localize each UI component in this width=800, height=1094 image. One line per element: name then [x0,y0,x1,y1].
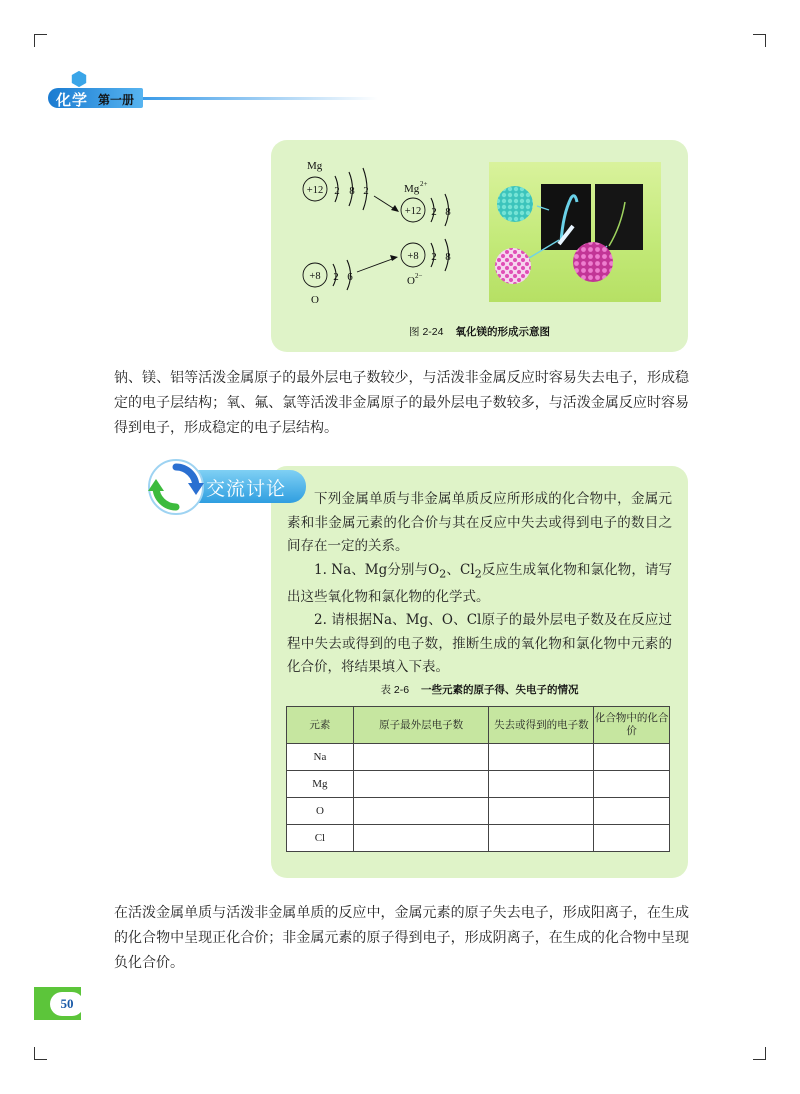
o-arrow-head [390,255,398,261]
blank-cell[interactable] [353,771,489,798]
blank-cell[interactable] [489,825,594,852]
discussion-text [287,488,672,680]
running-header [48,70,378,110]
element-cell: O [287,798,354,825]
table-title: 一些元素的原子得、失电子的情况 [421,684,579,696]
crop-mark-top-left [34,34,47,47]
element-cell: Na [287,744,354,771]
header-rule [143,97,378,100]
mgo-photo-illustration [489,162,661,302]
table-row [287,825,670,852]
table-row [287,771,670,798]
discussion-intro: 下列金属单质与非金属单质反应所形成的化合物中，金属元素和非金属元素的化合价与其在反应中失去或得到电子的数目之间存在一定的关系。 [287,491,672,554]
atom-model-o [495,248,531,284]
table-header-cell: 原子最外层电子数 [353,707,489,744]
blank-cell[interactable] [353,744,489,771]
header-logo-text: 化学 [56,91,89,109]
header-volume: 第一册 [98,93,135,107]
hexagon-icon [70,70,88,88]
mg-nucleus: +12 [306,185,324,196]
blank-cell[interactable] [353,798,489,825]
discussion-title: 交流讨论 [206,478,287,500]
crop-mark-bottom-right [753,1047,766,1060]
o-nucleus: +8 [309,271,321,282]
mg-shell-1: 2 [334,185,340,197]
mg-ion-shell-1: 2 [431,206,437,218]
blank-cell[interactable] [594,771,670,798]
element-cell: Cl [287,825,354,852]
blank-cell[interactable] [594,744,670,771]
atom-model-mgo [573,242,613,282]
body-paragraph-2: 在活泼金属单质与活泼非金属单质的反应中，金属元素的原子失去电子，形成阳离子，在生成的化合物中呈现正化合价；非金属元素的原子得到电子，形成阴离子，在生成的化合物中呈现负化合价。 [114,905,689,971]
mg-ion-nucleus: +12 [404,206,422,217]
table-header-cell: 元素 [287,707,354,744]
discussion-question-2: 2. 请根据Na、Mg、O、Cl原子的最外层电子数及在反应过程中失去或得到的电子数，推断生成的氧化物和氯化物中元素的化合价，将结果填入下表。 [287,612,672,676]
mg-shell-3: 2 [363,185,369,197]
figure-number: 图 2-24 [409,326,444,338]
o-ion-shell-2: 8 [445,251,451,263]
page-number: 50 [50,992,84,1016]
blank-cell[interactable] [353,825,489,852]
mg-arrow-head [391,205,399,212]
figure-panel [271,140,688,352]
mg-shell-2: 8 [349,185,355,197]
element-cell: Mg [287,771,354,798]
figure-title: 氧化镁的形成示意图 [455,326,550,338]
mg-ion-charge: 2+ [420,180,428,188]
o-arrow-line [357,258,395,272]
table-header-cell: 化合物中的化合价 [594,707,670,744]
blank-cell[interactable] [489,744,594,771]
o-ion-charge: 2− [415,272,423,280]
crop-mark-bottom-left [34,1047,47,1060]
discussion-question-1: 1. Na、Mg分别与$O_2$、$Cl_2$反应生成氧化物和氯化物，请写出这些氧化物和氯化物的化学式。 [287,561,672,605]
mg-atom-label: Mg [307,160,323,172]
mgo-photo [489,162,661,302]
table-caption [271,682,688,697]
figure-caption [271,324,688,339]
blank-cell[interactable] [489,798,594,825]
mgo-formation-diagram [271,140,481,320]
o-shell-1: 2 [333,271,339,283]
blank-cell[interactable] [489,771,594,798]
mg-ion-label: Mg [404,183,420,195]
o-ion-shell-1: 2 [431,251,437,263]
photo-panel-right [595,184,643,250]
blank-cell[interactable] [594,798,670,825]
table-header-cell: 失去或得到的电子数 [489,707,594,744]
refresh-cycle-icon [146,457,206,517]
o-ion-label: O [407,275,415,287]
o-ion-nucleus: +8 [407,251,419,262]
element-electron-table [286,706,670,852]
mg-ion-shell-2: 8 [445,206,451,218]
table-row [287,798,670,825]
o-shell-2: 6 [347,271,353,283]
table-header-row [287,707,670,744]
blank-cell[interactable] [594,825,670,852]
table-row [287,744,670,771]
table-number: 表 2-6 [380,684,410,696]
o-atom-label: O [311,294,319,306]
body-paragraph-1: 钠、镁、铝等活泼金属原子的最外层电子数较少，与活泼非金属反应时容易失去电子，形成稳定的电子层结构；氧、氟、氯等活泼非金属原子的最外层电子数较多，与活泼金属反应时容易得到电子，形成稳定的电子层结构。 [114,370,689,436]
crop-mark-top-right [753,34,766,47]
